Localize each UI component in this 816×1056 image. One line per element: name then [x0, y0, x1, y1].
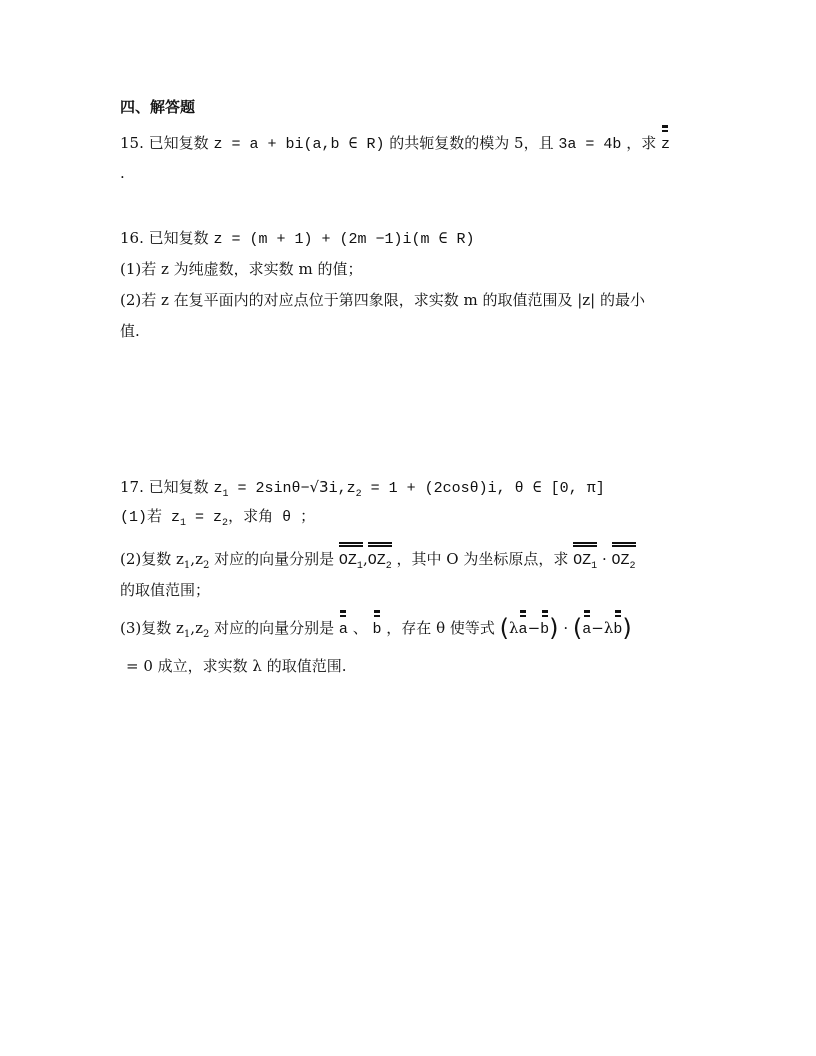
q17-part-2-end: 的取值范围；	[120, 581, 211, 599]
vector-b: b	[613, 620, 622, 640]
vector-oz1: $OZ_1$	[339, 551, 363, 577]
q15-end: .	[120, 164, 125, 182]
vector-oz2: $OZ_2$	[612, 551, 636, 577]
left-paren-icon: (	[572, 614, 583, 642]
q16-part-2-end: 值.	[120, 322, 140, 340]
q15-math: z = a + bi(a,b ∈ R)	[213, 136, 385, 153]
q15-text: 的共轭复数的模为 5，且	[389, 134, 554, 152]
q17-part-3-end: = 0 成立，求实数 λ 的取值范围.	[126, 657, 347, 675]
vector-a: a	[582, 620, 591, 640]
sqrt-3: √3	[309, 478, 329, 496]
section-title: 四、解答题	[120, 98, 196, 116]
vector-b: b	[540, 620, 549, 640]
q15-math: 3a = 4b	[558, 136, 622, 153]
right-paren-icon: )	[549, 614, 559, 642]
vector-oz2: $OZ_2$	[368, 551, 392, 577]
q16-part-1: (1)若 z 为纯虚数，求实数 m 的值；	[120, 260, 363, 278]
conjugate-z: z	[661, 135, 670, 155]
right-paren-icon: )	[622, 614, 632, 642]
vector-oz1: $OZ_1$	[573, 551, 597, 577]
conjugate-bar-icon	[662, 125, 668, 132]
question-17	[120, 477, 605, 505]
q17-text: 已知复数	[148, 478, 209, 496]
q17-math: $z_1 = 2\sin\theta-√3i,z_2 = 1 + (2\cos\theta)i$, θ ∈ [0, π]	[213, 478, 605, 500]
q17-part-3: (3)复数 $z_1,z_2$ 对应的向量分别是 a 、 b ，存在 θ 使等式 (λ a− b) · ( a−λ b)	[120, 618, 632, 645]
q15-text: ，求	[626, 134, 657, 152]
question-15	[120, 133, 670, 155]
left-paren-icon: (	[499, 614, 510, 642]
vector-a: a	[339, 620, 348, 640]
q16-text: 已知复数	[148, 229, 209, 247]
q15-number: 15.	[120, 134, 144, 152]
q16-part-2: (2)若 z 在复平面内的对应点位于第四象限，求实数 m 的取值范围及 |z| 的最小	[120, 291, 645, 309]
q16-number: 16.	[120, 229, 144, 247]
q17-part-2: (2)复数 $z_1,z_2$ 对应的向量分别是 $OZ_1$, $OZ_2$ ，其中 O 为坐标原点，求 $OZ_1$ · $OZ_2$	[120, 549, 636, 577]
question-16	[120, 228, 475, 250]
q17-part-1: (1)若 $z_1 = z_2$，求角 θ ；	[120, 509, 316, 529]
q17-number: 17.	[120, 478, 144, 496]
q15-text: 已知复数	[148, 134, 209, 152]
q16-math: z = (m + 1) + (2m −1)i(m ∈ R)	[213, 231, 475, 248]
vector-a: a	[519, 620, 528, 640]
vector-b: b	[373, 620, 382, 640]
